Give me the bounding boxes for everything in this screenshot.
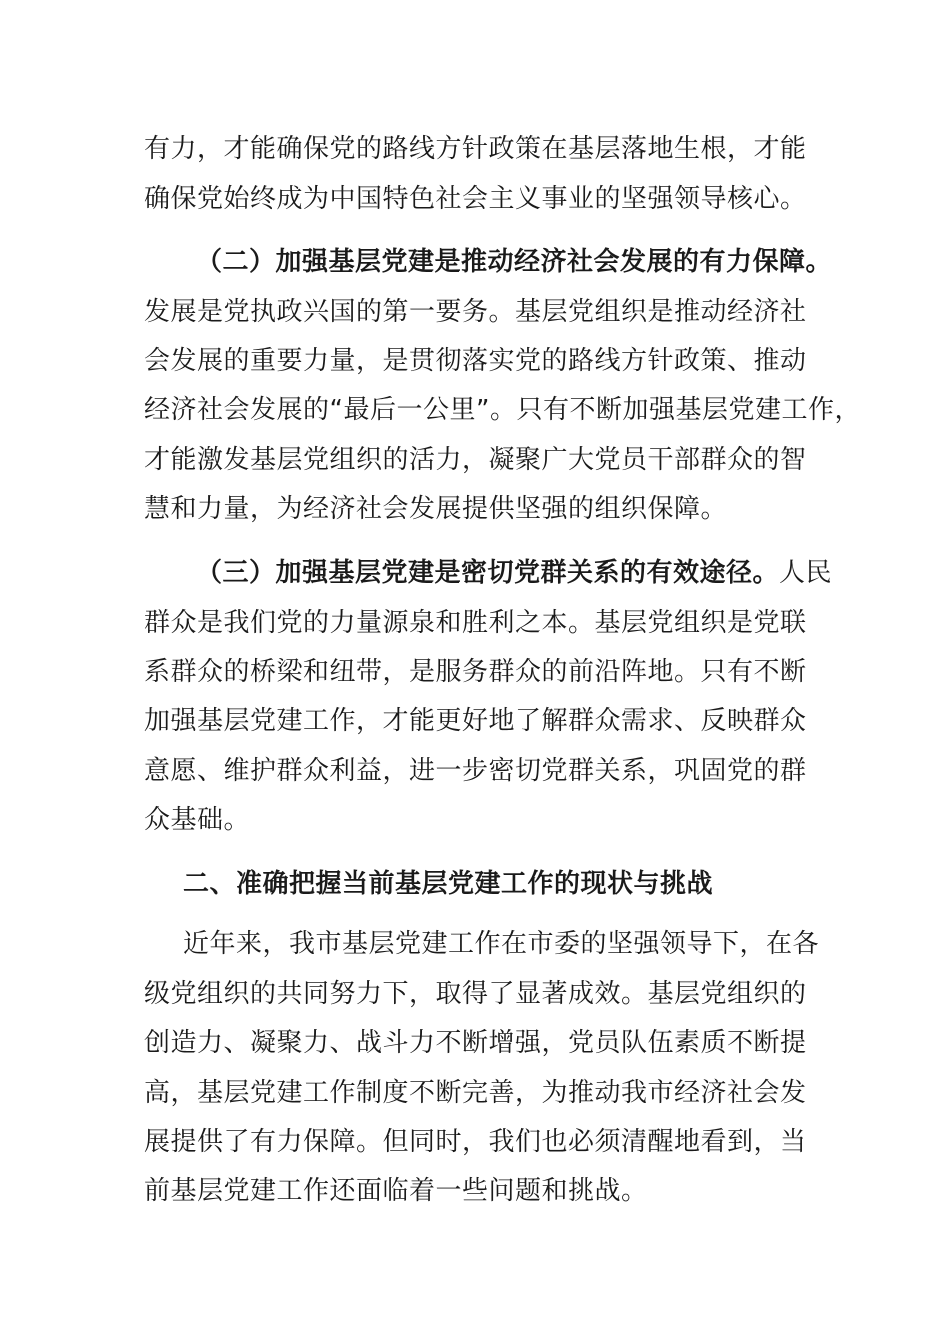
paragraph-line: 才能激发基层党组织的活力，凝聚广大党员干部群众的智 [144, 445, 807, 475]
paragraph-line: 级党组织的共同努力下，取得了显著成效。基层党组织的 [144, 979, 807, 1009]
subsection-heading: （二）加强基层党建是推动经济社会发展的有力保障。 [196, 247, 833, 277]
paragraph-line: 确保党始终成为中国特色社会主义事业的坚强领导核心。 [144, 184, 807, 214]
paragraph-line: 有力，才能确保党的路线方针政策在基层落地生根，才能 [144, 134, 807, 164]
paragraph-line: 众基础。 [144, 805, 251, 835]
paragraph-line: 高，基层党建工作制度不断完善，为推动我市经济社会发 [144, 1078, 807, 1108]
paragraph-line: 近年来，我市基层党建工作在市委的坚强领导下，在各 [183, 929, 820, 959]
paragraph-line: 会发展的重要力量，是贯彻落实党的路线方针政策、推动 [144, 346, 807, 376]
paragraph-line: 加强基层党建工作，才能更好地了解群众需求、反映群众 [144, 706, 807, 736]
paragraph-line: 展提供了有力保障。但同时，我们也必须清醒地看到，当 [144, 1127, 807, 1157]
paragraph-line: 群众是我们党的力量源泉和胜利之本。基层党组织是党联 [144, 608, 807, 638]
paragraph-line: 前基层党建工作还面临着一些问题和挑战。 [144, 1176, 648, 1206]
paragraph-line: 发展是党执政兴国的第一要务。基层党组织是推动经济社 [144, 297, 807, 327]
paragraph-line: 创造力、凝聚力、战斗力不断增强，党员队伍素质不断提 [144, 1028, 807, 1058]
paragraph-line: 意愿、维护群众利益，进一步密切党群关系，巩固党的群 [144, 756, 807, 786]
paragraph-line: 慧和力量，为经济社会发展提供坚强的组织保障。 [144, 494, 728, 524]
paragraph-text: 人民 [779, 558, 833, 588]
section-heading: 二、准确把握当前基层党建工作的现状与挑战 [183, 869, 714, 899]
paragraph-line: 系群众的桥梁和纽带，是服务群众的前沿阵地。只有不断 [144, 657, 807, 687]
subsection-heading-line [196, 555, 832, 591]
paragraph-line: 经济社会发展的“最后一公里”。只有不断加强基层党建工作， [144, 395, 861, 425]
subsection-heading: （三）加强基层党建是密切党群关系的有效途径。 [196, 558, 780, 588]
